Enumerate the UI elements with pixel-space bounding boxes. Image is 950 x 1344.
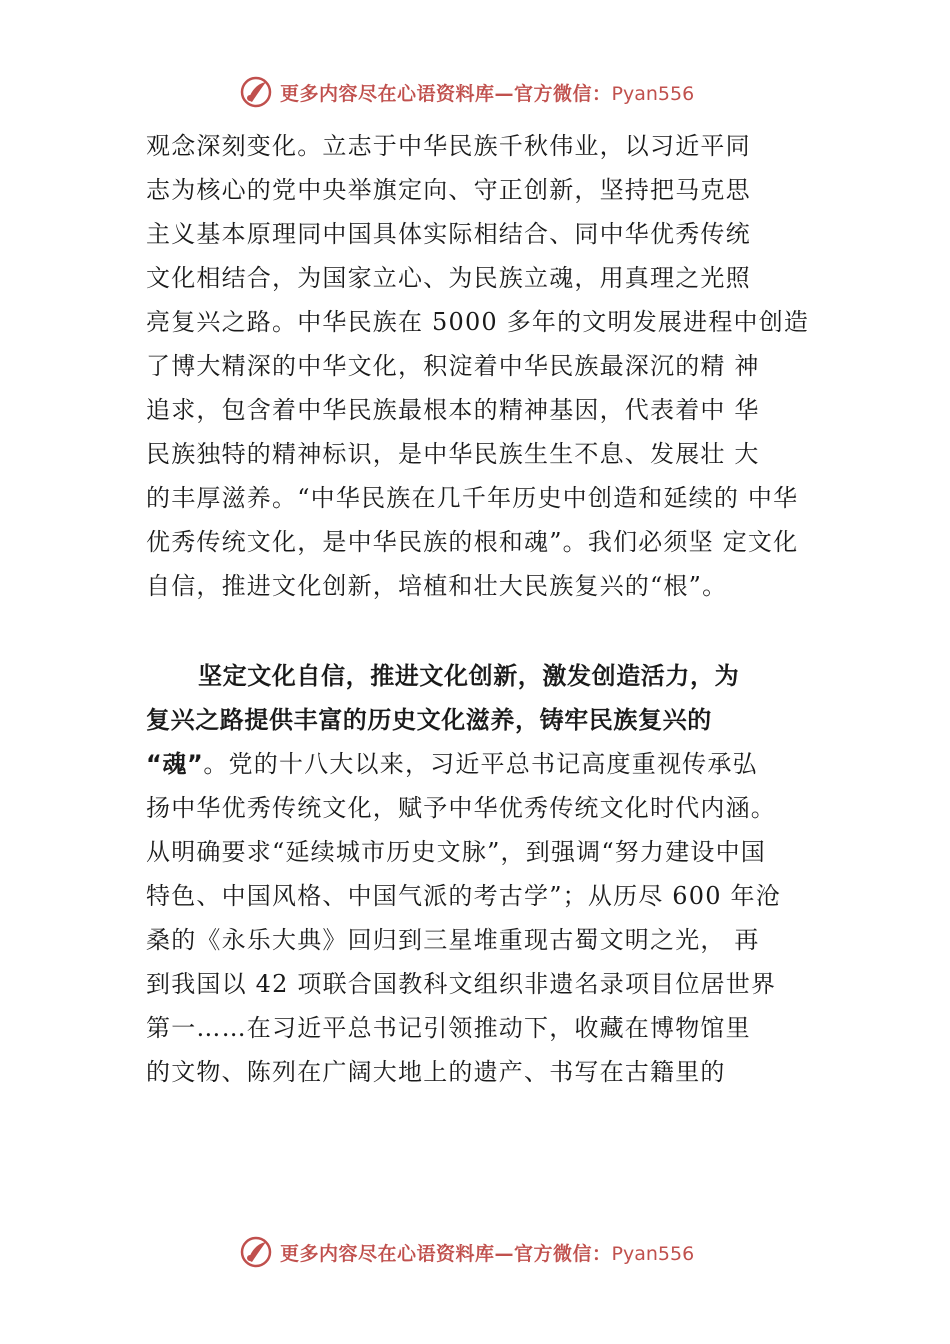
text-line: 主义基本原理同中国具体实际相结合、同中华优秀传统 bbox=[146, 220, 751, 248]
heading-line: 坚定文化自信，推进文化创新，激发创造活力，为 bbox=[198, 662, 740, 690]
watermark-text: 更多内容尽在心语资料库—官方微信：Pyan556 bbox=[280, 1242, 695, 1265]
text-line: 扬中华优秀传统文化，赋予中华优秀传统文化时代内涵。 bbox=[146, 794, 776, 822]
text-line: 志为核心的党中央举旗定向、守正创新，坚持把马克思 bbox=[146, 176, 751, 204]
heading-soul-quote: “魂” bbox=[146, 750, 204, 778]
text-line: 第一……在习近平总书记引领推动下，收藏在博物馆里 bbox=[146, 1014, 751, 1042]
brush-logo-icon bbox=[238, 74, 274, 110]
paragraph-2 bbox=[146, 654, 836, 1094]
header-watermark bbox=[238, 72, 694, 112]
text-line: 文化相结合，为国家立心、为民族立魂，用真理之光照 bbox=[146, 264, 751, 292]
text-line-rest: 。党的十八大以来，习近平总书记高度重视传承弘 bbox=[203, 750, 758, 778]
text-line: 了博大精深的中华文化，积淀着中华民族最深沉的精 神 bbox=[146, 352, 760, 380]
brush-logo-icon bbox=[238, 1234, 274, 1270]
text-line: 优秀传统文化，是中华民族的根和魂”。我们必须坚 定文化 bbox=[146, 528, 799, 556]
text-line: 自信，推进文化创新，培植和壮大民族复兴的“根”。 bbox=[146, 572, 728, 600]
watermark-text: 更多内容尽在心语资料库—官方微信：Pyan556 bbox=[280, 82, 695, 105]
text-line: 民族独特的精神标识，是中华民族生生不息、发展壮 大 bbox=[146, 440, 760, 468]
text-line: 追求，包含着中华民族最根本的精神基因，代表着中 华 bbox=[146, 396, 760, 424]
text-line: 的丰厚滋养。“中华民族在几千年历史中创造和延续的 中华 bbox=[146, 484, 799, 512]
text-line: 的文物、陈列在广阔大地上的遗产、书写在古籍里的 bbox=[146, 1058, 726, 1086]
text-line: 特色、中国风格、中国气派的考古学”；从历尽 600 年沧 bbox=[146, 882, 781, 910]
text-line bbox=[146, 742, 836, 786]
text-line: 桑的《永乐大典》回归到三星堆重现古蜀文明之光， 再 bbox=[146, 926, 760, 954]
paragraph-1 bbox=[146, 124, 836, 608]
document-body bbox=[146, 124, 836, 1094]
paragraph-gap bbox=[146, 608, 836, 654]
text-line: 观念深刻变化。立志于中华民族千秋伟业，以习近平同 bbox=[146, 132, 751, 160]
heading-line: 复兴之路提供丰富的历史文化滋养，铸牢民族复兴的 bbox=[146, 706, 712, 734]
text-line: 从明确要求“延续城市历史文脉”，到强调“努力建设中国 bbox=[146, 838, 767, 866]
text-line: 亮复兴之路。中华民族在 5000 多年的文明发展进程中创造 bbox=[146, 308, 810, 336]
text-line: 到我国以 42 项联合国教科文组织非遗名录项目位居世界 bbox=[146, 970, 777, 998]
footer-watermark bbox=[238, 1232, 694, 1272]
